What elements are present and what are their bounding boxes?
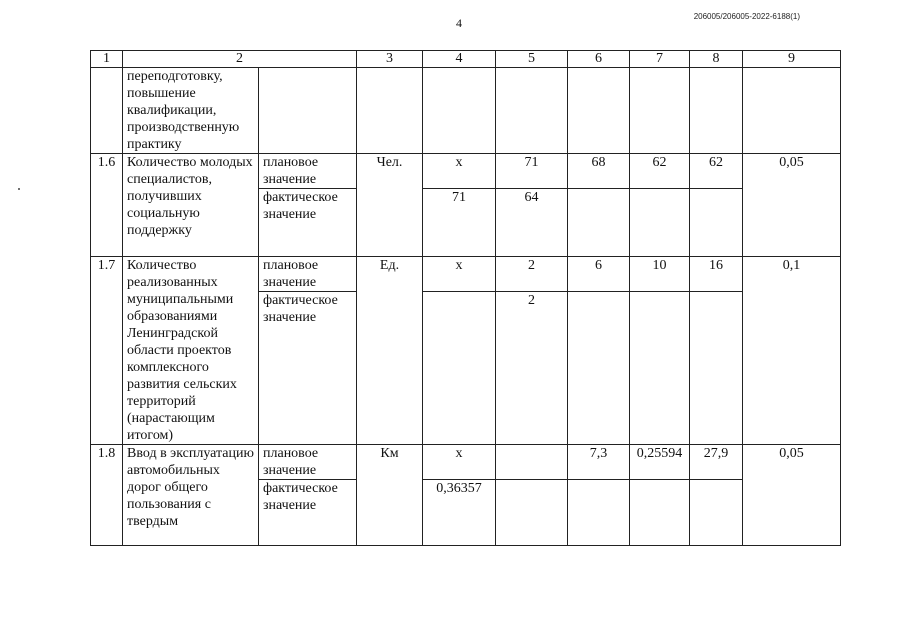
value-cell: 27,9 bbox=[690, 445, 743, 480]
value-cell bbox=[630, 189, 690, 257]
unit-cell: Чел. bbox=[357, 154, 423, 257]
plan-label: плановое значение bbox=[259, 445, 357, 480]
col-header-9: 9 bbox=[743, 51, 841, 68]
value-cell: 71 bbox=[496, 154, 568, 189]
row-number: 1.8 bbox=[91, 445, 123, 546]
value-cell: 10 bbox=[630, 257, 690, 292]
row-number: 1.6 bbox=[91, 154, 123, 257]
col-header-4: 4 bbox=[423, 51, 496, 68]
col-header-8: 8 bbox=[690, 51, 743, 68]
value-cell: 16 bbox=[690, 257, 743, 292]
indicators-table bbox=[90, 50, 841, 546]
col-header-3: 3 bbox=[357, 51, 423, 68]
fact-label: фактическое значение bbox=[259, 189, 357, 257]
value-cell bbox=[690, 480, 743, 546]
value-cell: 2 bbox=[496, 292, 568, 445]
value-cell bbox=[568, 292, 630, 445]
value-cell: 71 bbox=[423, 189, 496, 257]
value-cell: 0,36357 bbox=[423, 480, 496, 546]
weight-cell: 0,05 bbox=[743, 154, 841, 257]
unit-cell: Км bbox=[357, 445, 423, 546]
col-header-6: 6 bbox=[568, 51, 630, 68]
value-cell: 2 bbox=[496, 257, 568, 292]
weight-cell: 0,1 bbox=[743, 257, 841, 445]
continued-indicator-name: переподготовку, повышение квалификации, производственную практику bbox=[123, 68, 259, 154]
column-header-row bbox=[91, 51, 841, 68]
value-cell bbox=[496, 445, 568, 480]
indicator-name: Количество молодых специалистов, получивших социальную поддержку bbox=[123, 154, 259, 257]
unit-cell: Ед. bbox=[357, 257, 423, 445]
value-cell bbox=[690, 292, 743, 445]
value-cell bbox=[568, 189, 630, 257]
table-row bbox=[91, 445, 841, 480]
continued-row bbox=[91, 68, 841, 154]
scan-speck bbox=[18, 188, 20, 190]
col-header-7: 7 bbox=[630, 51, 690, 68]
value-cell: 62 bbox=[690, 154, 743, 189]
table-row bbox=[91, 257, 841, 292]
col-header-5: 5 bbox=[496, 51, 568, 68]
row-number: 1.7 bbox=[91, 257, 123, 445]
plan-label: плановое значение bbox=[259, 257, 357, 292]
fact-label: фактическое значение bbox=[259, 292, 357, 445]
value-cell: 64 bbox=[496, 189, 568, 257]
value-cell bbox=[423, 292, 496, 445]
value-cell: 0,25594 bbox=[630, 445, 690, 480]
value-cell: 6 bbox=[568, 257, 630, 292]
value-cell bbox=[630, 480, 690, 546]
value-cell bbox=[630, 292, 690, 445]
value-cell bbox=[690, 189, 743, 257]
value-cell: х bbox=[423, 445, 496, 480]
value-cell: х bbox=[423, 154, 496, 189]
col-header-2: 2 bbox=[123, 51, 357, 68]
value-cell: 62 bbox=[630, 154, 690, 189]
page-number: 4 bbox=[456, 16, 462, 30]
weight-cell: 0,05 bbox=[743, 445, 841, 546]
fact-label: фактическое значение bbox=[259, 480, 357, 546]
value-cell: х bbox=[423, 257, 496, 292]
value-cell: 7,3 bbox=[568, 445, 630, 480]
value-cell bbox=[568, 480, 630, 546]
table-row bbox=[91, 154, 841, 189]
value-cell: 68 bbox=[568, 154, 630, 189]
indicator-name: Ввод в эксплуатацию автомобильных дорог общего пользования с твердым bbox=[123, 445, 259, 546]
indicator-name: Количество реализованных муниципальными образованиями Ленинградской области проектов комплексного развития сельских территорий (нарастающим итогом) bbox=[123, 257, 259, 445]
col-header-1: 1 bbox=[91, 51, 123, 68]
value-cell bbox=[496, 480, 568, 546]
plan-label: плановое значение bbox=[259, 154, 357, 189]
document-id: 206005/206005-2022-6188(1) bbox=[693, 12, 800, 21]
